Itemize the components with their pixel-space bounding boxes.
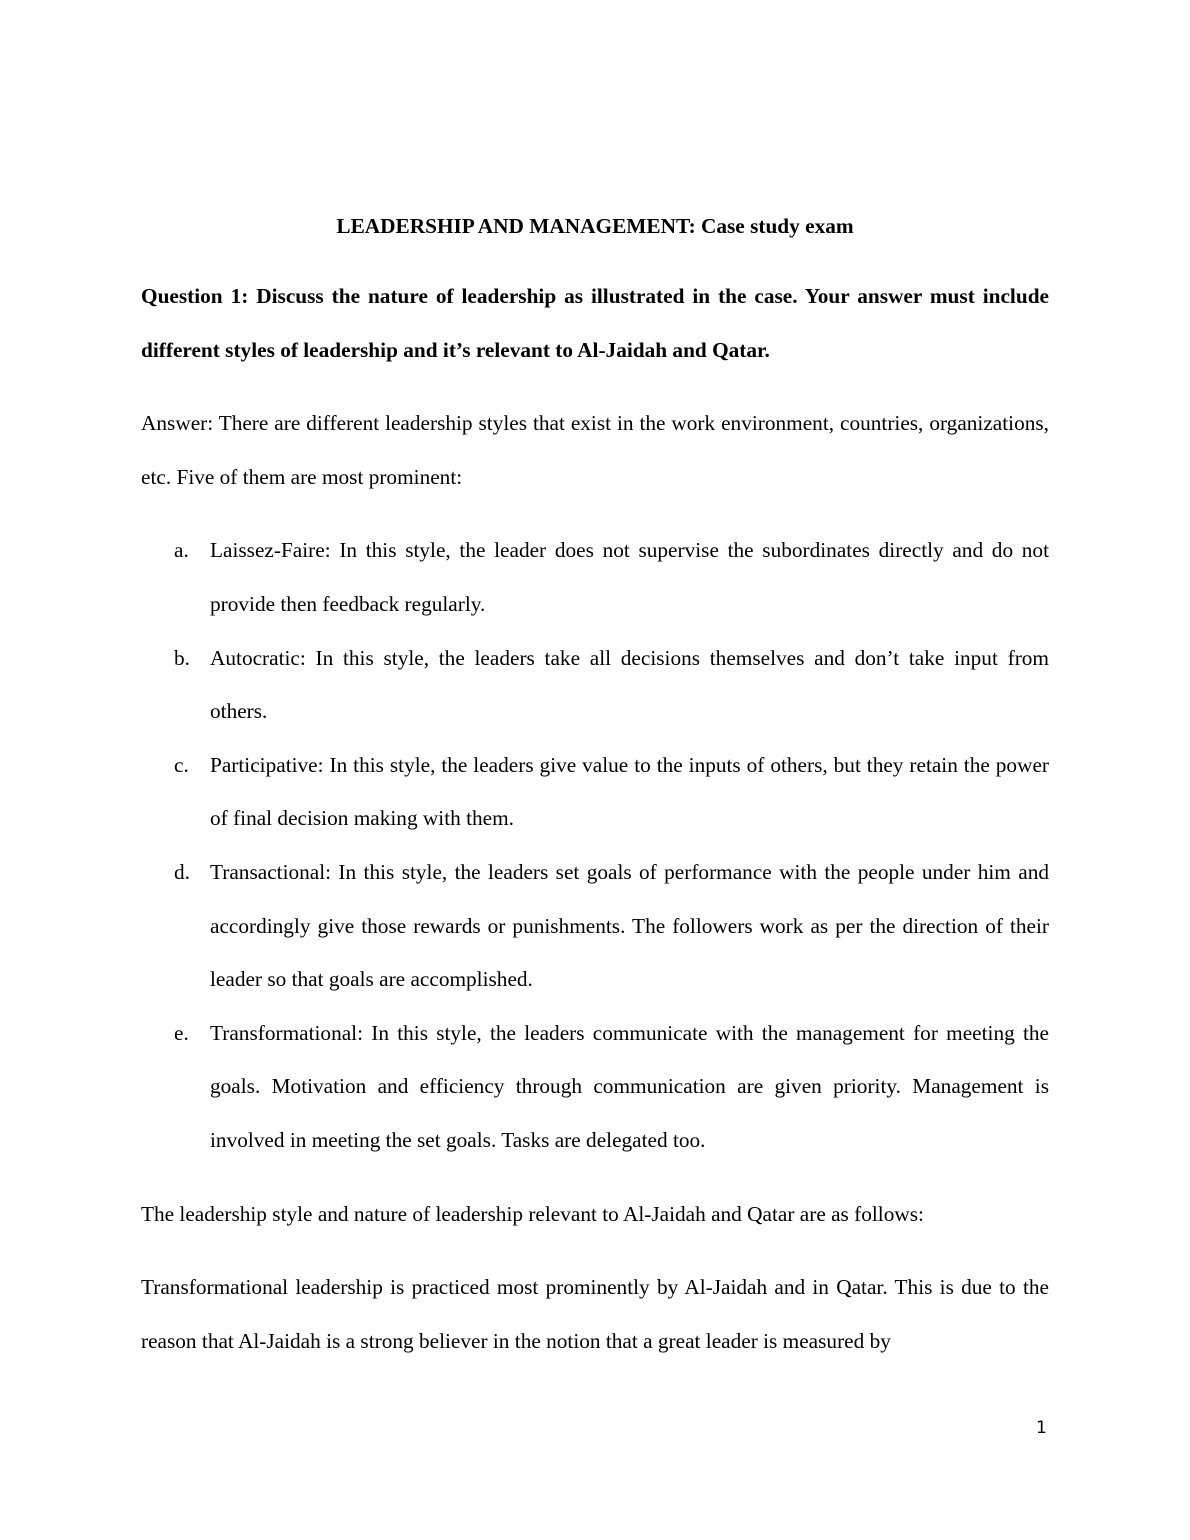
relevance-intro: The leadership style and nature of leadership relevant to Al-Jaidah and Qatar are as follows: [141,1201,924,1226]
list-item-text: Autocratic: In this style, the leaders take all decisions themselves and don’t take input from others. [210,645,1049,724]
document-title: LEADERSHIP AND MANAGEMENT: Case study exam [336,214,854,238]
list-marker: b. [174,645,190,670]
page-number: 1 [1036,1418,1047,1438]
document-body [141,203,1049,1388]
list-item-text: Laissez-Faire: In this style, the leader does not supervise the subordinates directly and do not provide then feedback regularly. [210,538,1049,616]
list-item-transactional [141,846,1049,1007]
list-item-participative [141,739,1049,846]
list-marker: d. [174,859,190,884]
list-item-text: Transformational: In this style, the leaders communicate with the management for meeting the goals. Motivation and efficiency through communication are given priority. Management is involved in meeting the set goals. Tasks are delegated too. [210,1020,1049,1152]
leadership-styles-list [141,524,1049,1167]
list-marker: c. [174,752,189,777]
relevance-body: Transformational leadership is practiced most prominently by Al-Jaidah and in Qatar. This is due to the reason that Al-Jaidah is a strong believer in the notion that a great leader is measured by [141,1275,1049,1353]
list-item-text: Participative: In this style, the leaders give value to the inputs of others, but they retain the power of final decision making with them. [210,752,1049,831]
list-item-laissez-faire [141,524,1049,631]
question-heading: Question 1: Discuss the nature of leadership as illustrated in the case. Your answer must include different styles of leadership and it’s relevant to Al-Jaidah and Qatar. [141,284,1049,362]
list-item-transformational [141,1007,1049,1168]
list-item-text: Transactional: In this style, the leaders set goals of performance with the people under him and accordingly give those rewards or punishments. The followers work as per the direction of their leader so that goals are accomplished. [210,859,1049,992]
list-marker: e. [174,1020,189,1045]
answer-intro: Answer: There are different leadership styles that exist in the work environment, countries, organizations, etc. Five of them are most prominent: [141,411,1049,489]
list-item-autocratic [141,632,1049,739]
list-marker: a. [174,538,189,563]
